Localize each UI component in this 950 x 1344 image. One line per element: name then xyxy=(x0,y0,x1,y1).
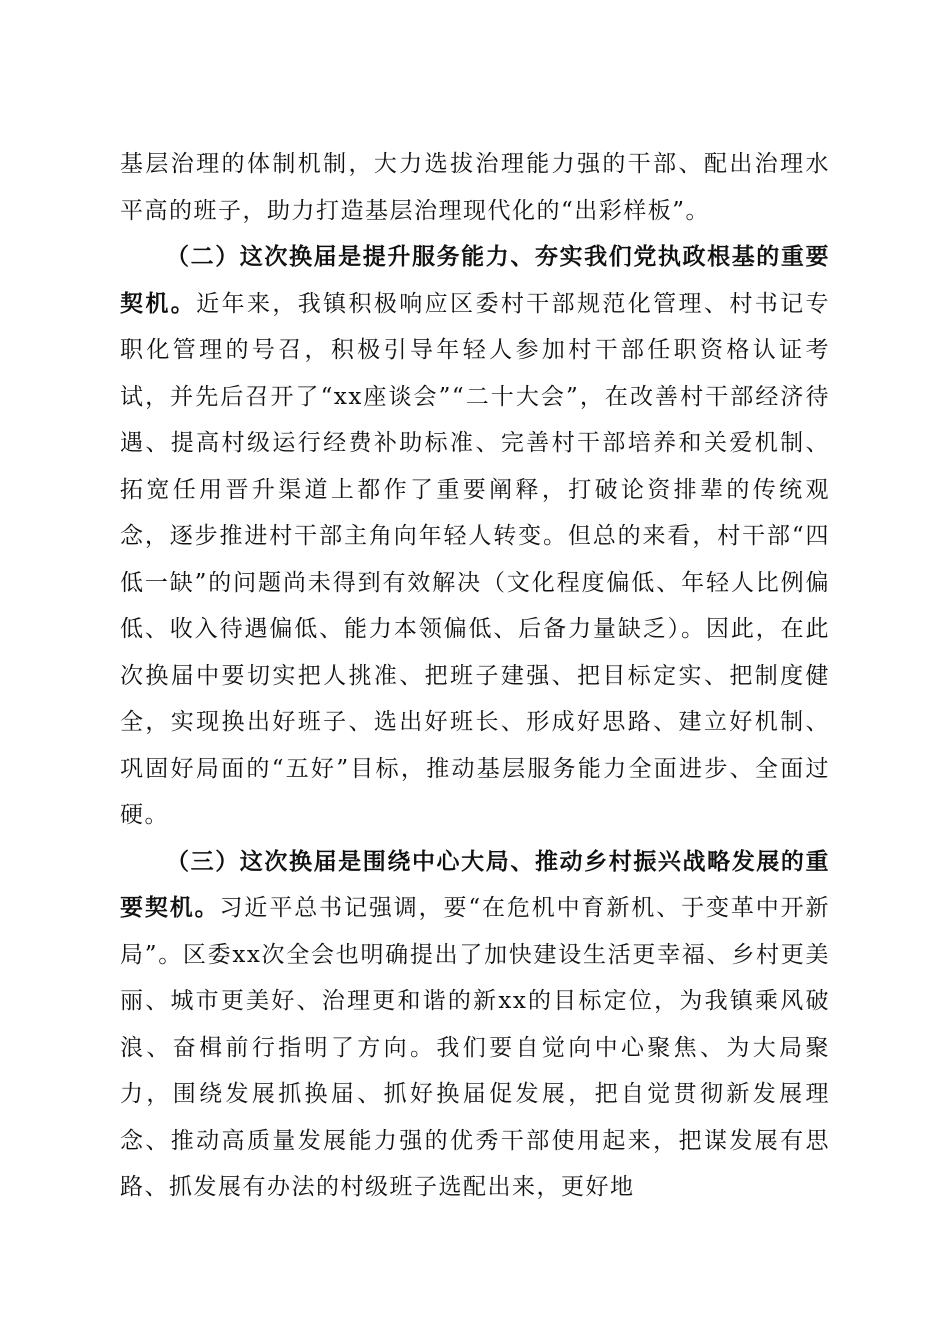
section-3-heading: （三）这次换届是围绕中心大局、推动乡村振兴战略发展的重要契机。 xyxy=(120,847,830,921)
paragraph-1-body: 基层治理的体制机制，大力选拔治理能力强的干部、配出治理水平高的班子，助力打造基层治理现代化的“出彩样板”。 xyxy=(120,151,830,224)
document-body xyxy=(120,141,830,1211)
section-3-body: 习近平总书记强调，要“在危机中育新机、于变革中开新局”。区委xx次全会也明确提出了加快建设生活更幸福、乡村更美丽、城市更美好、治理更和谐的新xx的目标定位，为我镇乘风破浪、奋楫前行指明了方向。我们要自觉向中心聚焦、为大局聚力，围绕发展抓换届、抓好换届促发展，把自觉贯彻新发展理念、推动高质量发展能力强的优秀干部使用起来，把谋发展有思路、抓发展有办法的村级班子选配出来，更好地 xyxy=(120,895,831,1200)
section-2-body: 近年来，我镇积极响应区委村干部规范化管理、村书记专职化管理的号召，积极引导年轻人参加村干部任职资格认证考试，并先后召开了“xx座谈会”“二十大会”，在改善村干部经济待遇、提高村级运行经费补助标准、完善村干部培养和关爱机制、拓宽任用晋升渠道上都作了重要阐释，打破论资排辈的传统观念，逐步推进村干部主角向年轻人转变。但总的来看，村干部“四低一缺”的问题尚未得到有效解决（文化程度偏低、年轻人比例偏低、收入待遇偏低、能力本领偏低、后备力量缺乏）。因此，在此次换届中要切实把人挑准、把班子建强、把目标定实、把制度健全，实现换出好班子、选出好班长、形成好思路、建立好机制、巩固好局面的“五好”目标，推动基层服务能力全面进步、全面过硬。 xyxy=(120,290,831,828)
paragraph-continuation xyxy=(120,141,830,234)
section-2-heading: （二）这次换届是提升服务能力、夯实我们党执政根基的重要契机。 xyxy=(120,243,830,317)
paragraph-section-3 xyxy=(120,839,830,1211)
paragraph-section-2 xyxy=(120,234,830,839)
